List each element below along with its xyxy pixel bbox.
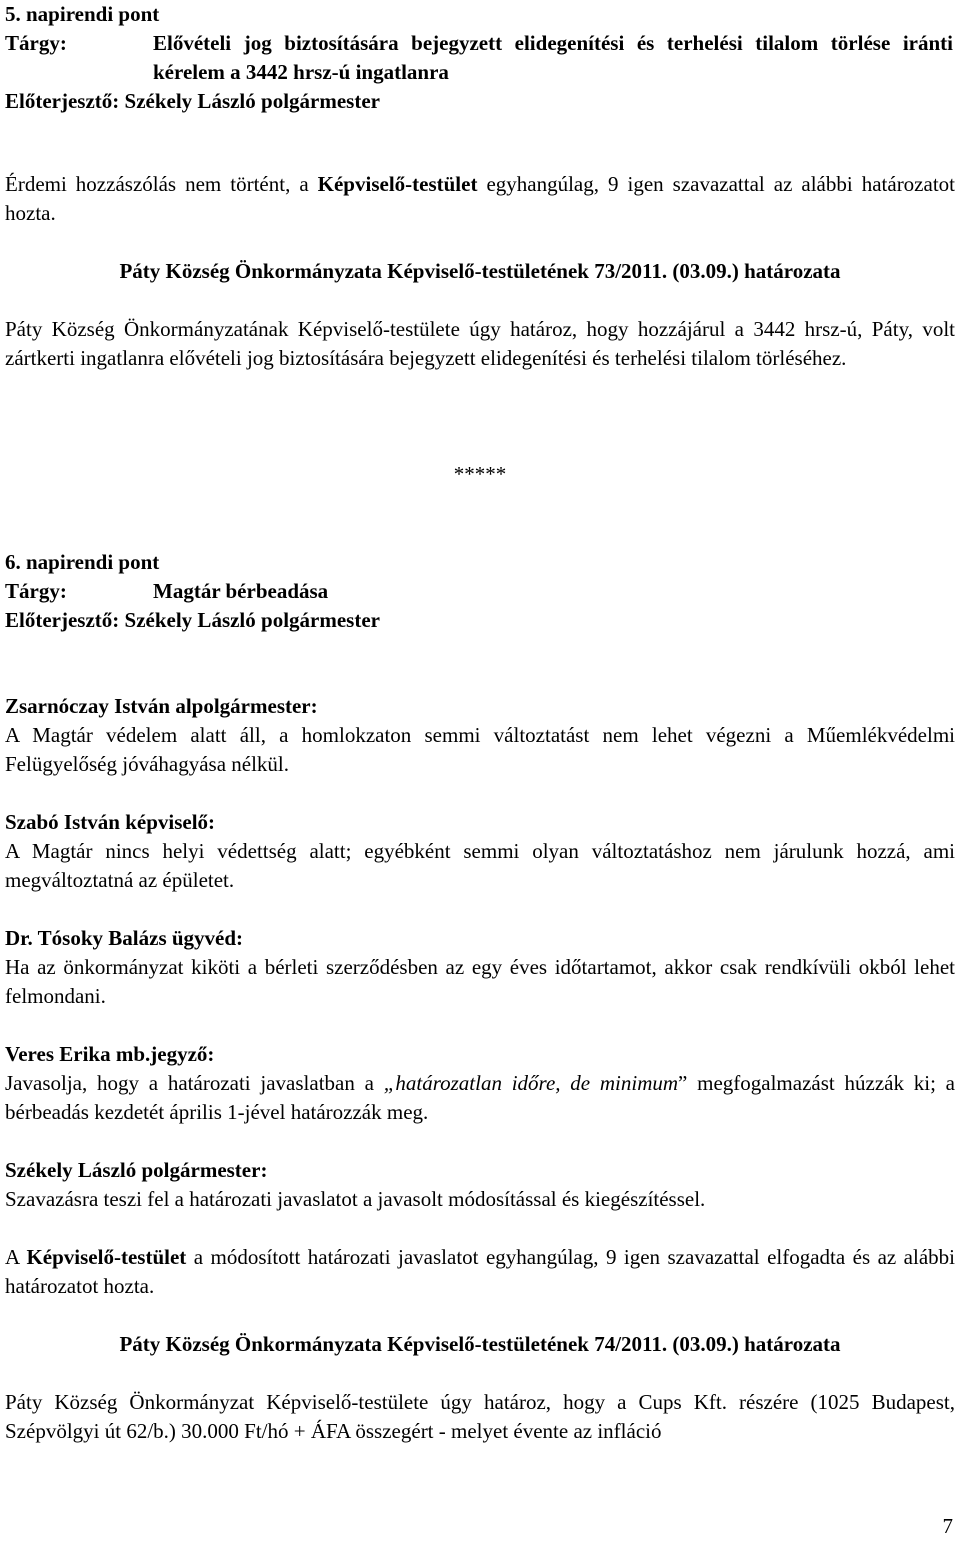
item5-resolution-text: Páty Község Önkormányzatának Képviselő-testülete úgy határoz, hogy hozzájárul a 3442 hrsz-ú, Páty, volt zártkerti ingatlanra elővételi jog biztosítására bejegyzett elidegenítési és terhelési tilalom törléséhez. bbox=[5, 317, 955, 370]
veres-text-post: ” megfogalmazást húzzák ki; a bérbeadás kezdetét április 1-jével határozzák meg. bbox=[5, 1071, 955, 1124]
item6-vote-post: a módosított határozati javaslatot egyhangúlag, 9 igen szavazattal elfogadta és az alábbi határozatot hozta. bbox=[5, 1245, 955, 1298]
item5-vote-post: egyhangúlag, 9 igen szavazattal az alábbi határozatot hozta. bbox=[5, 172, 955, 225]
item6-vote-bold: Képviselő-testület bbox=[26, 1245, 187, 1269]
veres-text-italic: „határozatlan időre, de minimum bbox=[383, 1071, 679, 1095]
item6-header bbox=[5, 548, 955, 635]
item5-vote-paragraph bbox=[5, 170, 955, 228]
item6-vote-pre: A bbox=[5, 1245, 27, 1269]
veres-text-pre: Javasolja, hogy a határozati javaslatban a bbox=[5, 1071, 384, 1095]
speaker-block-mayor bbox=[5, 1156, 955, 1214]
item5-subject-label: Tárgy: bbox=[5, 31, 67, 55]
speaker-name: Dr. Tósoky Balázs ügyvéd: bbox=[5, 926, 244, 950]
item5-presenter-label: Előterjesztő: bbox=[5, 89, 120, 113]
speaker-block bbox=[5, 808, 955, 895]
speaker-text bbox=[5, 1069, 955, 1127]
item5-subject-row bbox=[5, 29, 955, 87]
item5-vote-pre: Érdemi hozzászólás nem történt, a bbox=[5, 172, 318, 196]
speaker-block bbox=[5, 692, 955, 779]
speaker-name: Szabó István képviselő: bbox=[5, 810, 216, 834]
speaker-text: A Magtár védelem alatt áll, a homlokzaton semmi változtatást nem lehet végezni a Műemlékvédelmi Felügyelőség jóváhagyása nélkül. bbox=[5, 723, 955, 776]
speaker-name: Veres Erika mb.jegyző: bbox=[5, 1042, 215, 1066]
item5-resolution-title: Páty Község Önkormányzata Képviselő-testületének 73/2011. (03.09.) határozata bbox=[119, 259, 841, 283]
item5-heading: 5. napirendi pont bbox=[5, 2, 160, 26]
item6-presenter-row bbox=[5, 606, 955, 635]
item6-subject: Magtár bérbeadása bbox=[153, 579, 329, 603]
item5-header bbox=[5, 0, 955, 116]
item6-subject-label: Tárgy: bbox=[5, 579, 67, 603]
item5-presenter: Székely László polgármester bbox=[124, 89, 380, 113]
speaker-text: A Magtár nincs helyi védettség alatt; egyébként semmi olyan változtatáshoz nem járulunk hozzá, ami megváltoztatná az épületet. bbox=[5, 839, 955, 892]
speaker-text: Szavazásra teszi fel a határozati javaslatot a javasolt módosítással és kiegészítéssel. bbox=[5, 1187, 706, 1211]
page-number: 7 bbox=[942, 1514, 953, 1538]
item6-heading: 6. napirendi pont bbox=[5, 550, 160, 574]
item5-vote-bold: Képviselő-testület bbox=[317, 172, 478, 196]
separator-stars: ***** bbox=[453, 462, 507, 486]
speaker-block bbox=[5, 924, 955, 1011]
item6-subject-row bbox=[5, 577, 955, 606]
item6-presenter: Székely László polgármester bbox=[124, 608, 380, 632]
item5-presenter-row bbox=[5, 87, 955, 116]
speaker-block-veres bbox=[5, 1040, 955, 1127]
speaker-text: Ha az önkormányzat kiköti a bérleti szerződésben az egy éves időtartamot, akkor csak rendkívüli okból lehet felmondani. bbox=[5, 955, 955, 1008]
item6-resolution-title: Páty Község Önkormányzata Képviselő-testületének 74/2011. (03.09.) határozata bbox=[119, 1332, 841, 1356]
speaker-name: Székely László polgármester: bbox=[5, 1158, 268, 1182]
item6-vote-paragraph bbox=[5, 1243, 955, 1301]
speaker-name: Zsarnóczay István alpolgármester: bbox=[5, 694, 318, 718]
item5-subject: Elővételi jog biztosítására bejegyzett elidegenítési és terhelési tilalom törlése iránti kérelem a 3442 hrsz-ú ingatlanra bbox=[153, 31, 953, 84]
item6-presenter-label: Előterjesztő: bbox=[5, 608, 120, 632]
item6-resolution-text: Páty Község Önkormányzat Képviselő-testülete úgy határoz, hogy a Cups Kft. részére (1025 Budapest, Szépvölgyi út 62/b.) 30.000 Ft/hó + ÁFA összegért - melyet évente az infláció bbox=[5, 1390, 955, 1443]
